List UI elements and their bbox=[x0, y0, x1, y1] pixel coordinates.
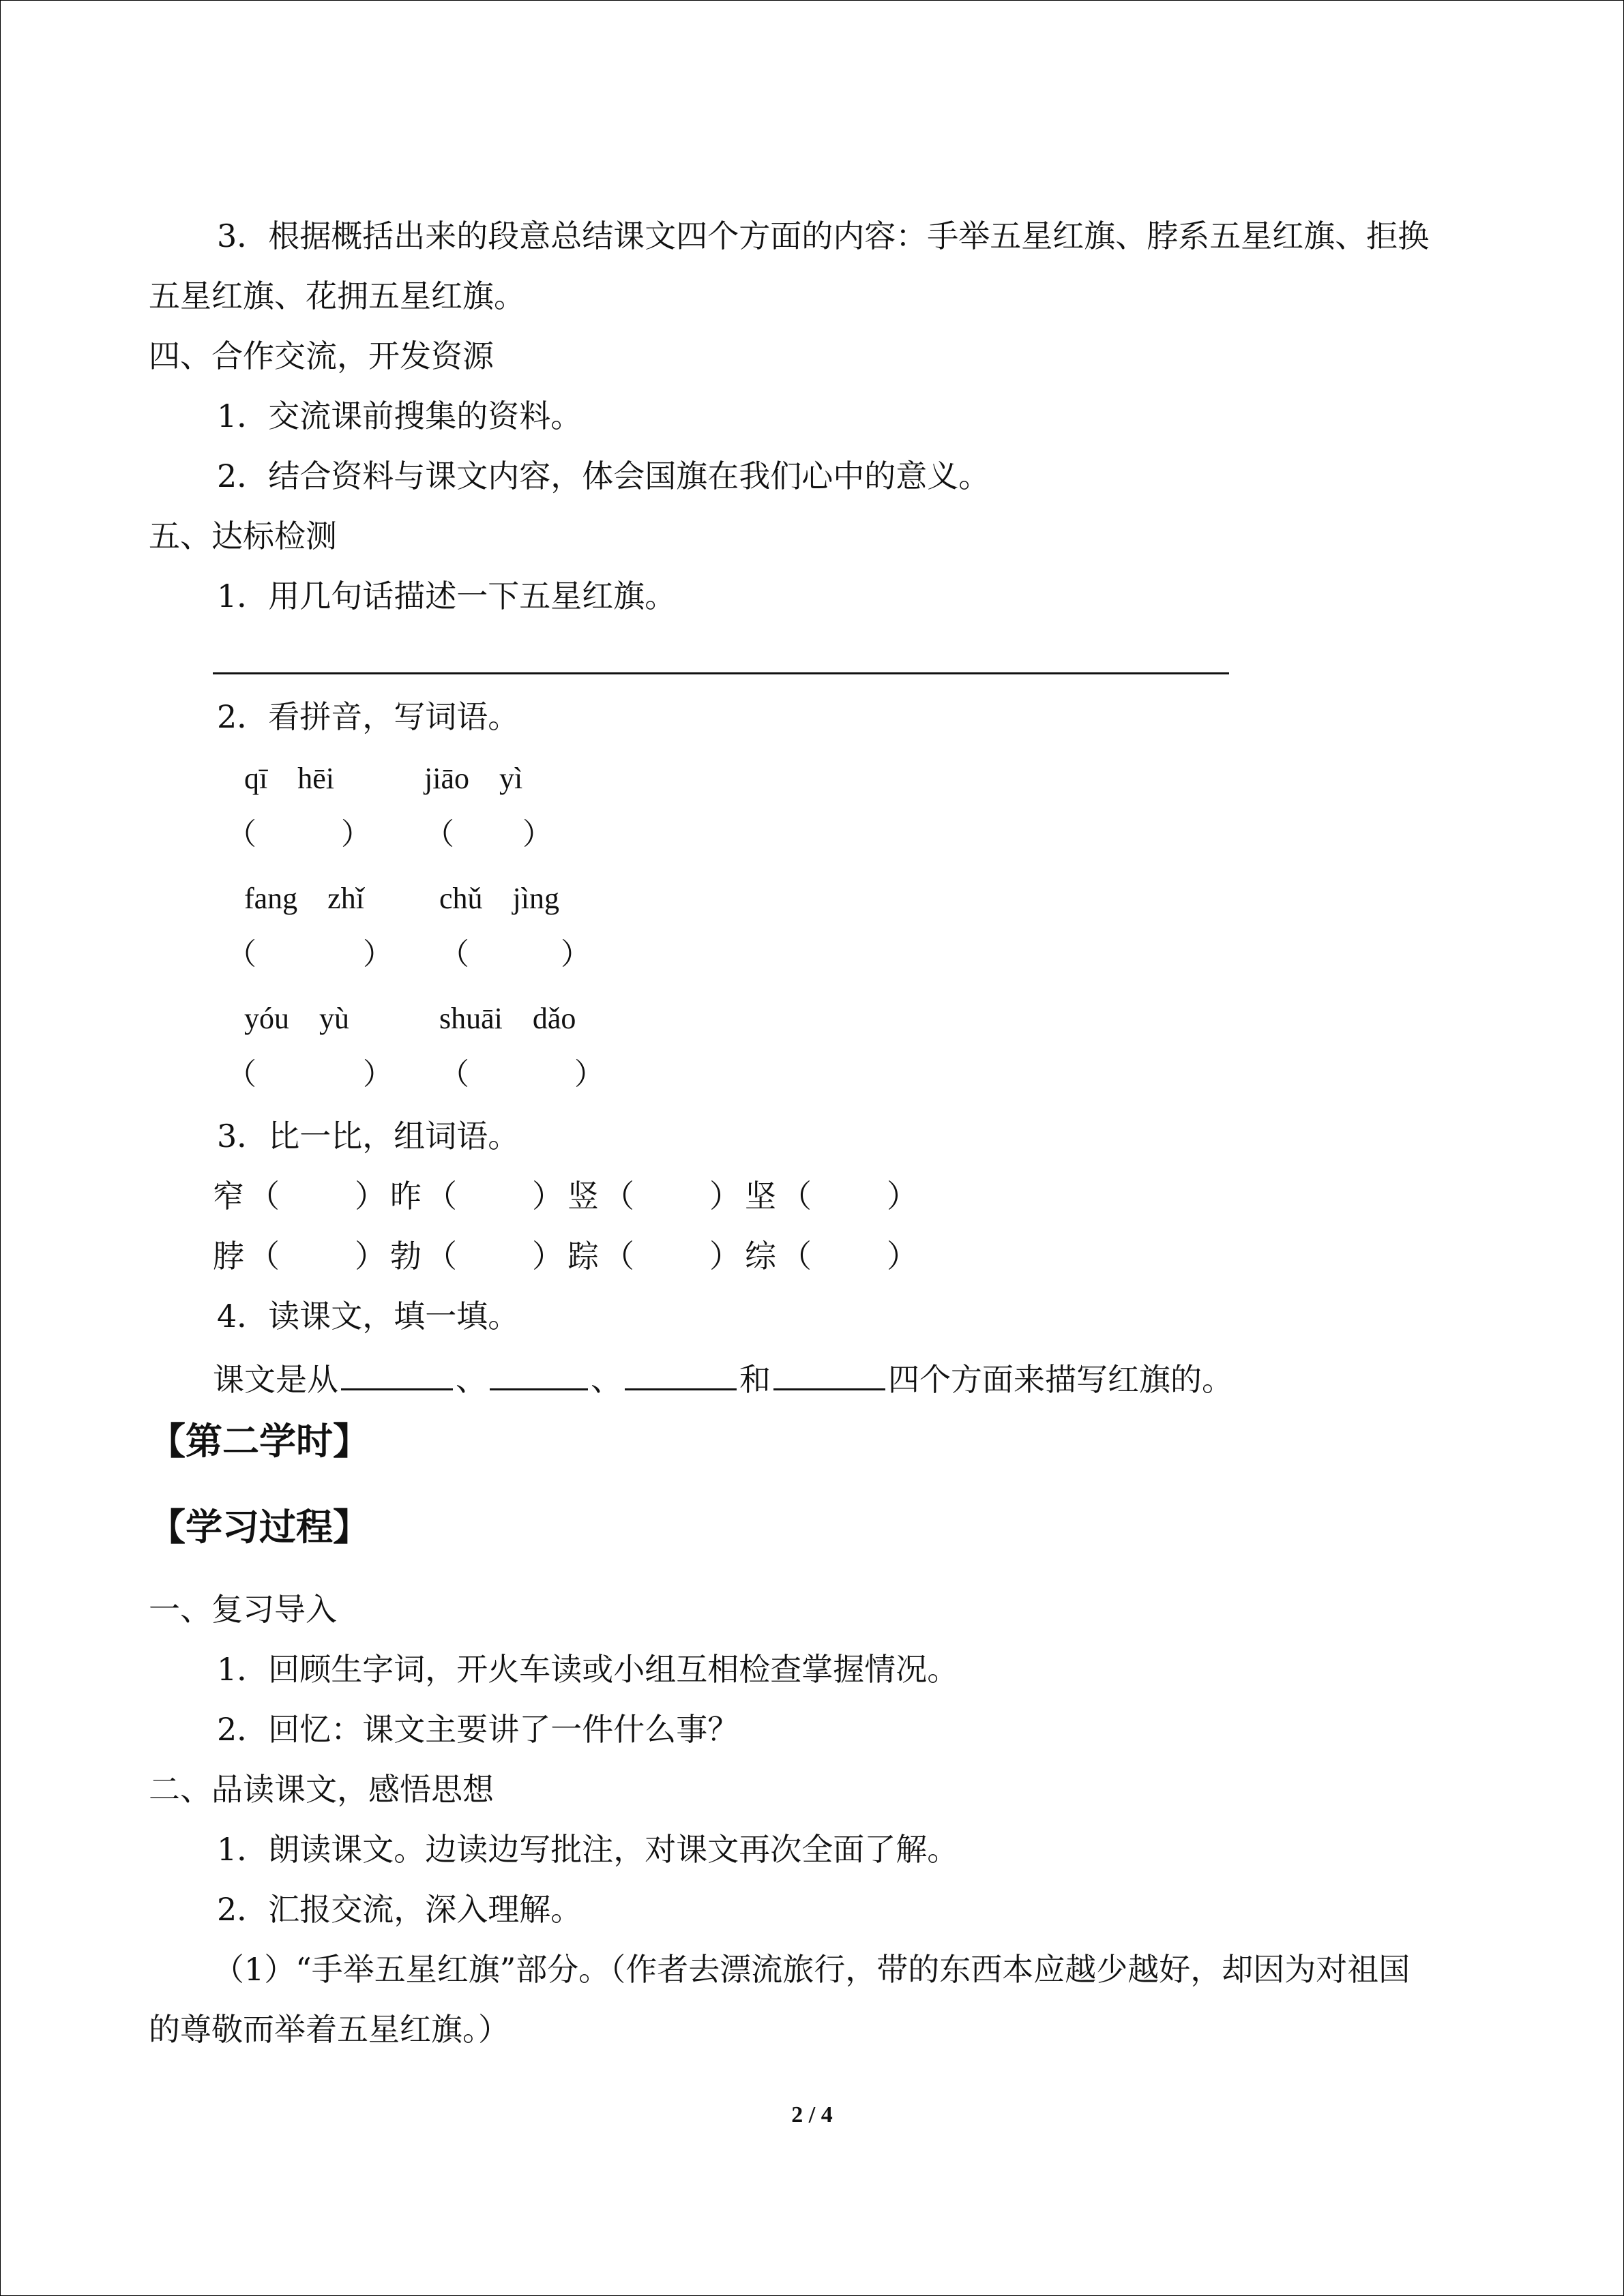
step-3-line-b: 五星红旗、花拥五星红旗。 bbox=[149, 278, 525, 314]
fill-blank-4[interactable] bbox=[773, 1356, 885, 1390]
question-1: 1．用几句话描述一下五星红旗。 bbox=[217, 578, 677, 614]
paren-open: （ bbox=[439, 937, 469, 972]
section-4-heading: 四、合作交流，开发资源 bbox=[149, 338, 494, 374]
pinyin-youyu: yóu yù bbox=[244, 1002, 349, 1035]
part-1-heading: 一、复习导入 bbox=[149, 1591, 337, 1628]
fill-and: 和 bbox=[739, 1361, 771, 1398]
paren-open: （ bbox=[226, 937, 256, 972]
pinyin-jiaoyi: jiāo yì bbox=[424, 762, 523, 795]
answer-line[interactable] bbox=[213, 672, 1229, 674]
fill-separator: 、 bbox=[456, 1361, 487, 1398]
paren-open: （ bbox=[226, 1057, 256, 1092]
paren-close: ） bbox=[341, 817, 371, 852]
part-1-item-1: 1．回顾生字词，开火车读或小组互相检查掌握情况。 bbox=[217, 1651, 959, 1688]
step-3-line-a: 3．根据概括出来的段意总结课文四个方面的内容：手举五星红旗、脖系五星红旗、拒换 bbox=[217, 218, 1430, 254]
fill-blank-2[interactable] bbox=[490, 1356, 588, 1390]
paren-close: ） bbox=[363, 937, 393, 972]
part-2-note-line-a: （1）“手举五星红旗”部分。（作者去漂流旅行，带的东西本应越少越好，却因为对祖国 bbox=[213, 1951, 1411, 1988]
part-2-heading: 二、品读课文，感悟思想 bbox=[149, 1771, 494, 1808]
pinyin-fangzhi: fang zhǐ bbox=[244, 882, 364, 915]
question-2: 2．看拼音，写词语。 bbox=[217, 698, 520, 735]
section-4-item-2: 2．结合资料与课文内容，体会国旗在我们心中的意义。 bbox=[217, 458, 990, 494]
fill-prefix: 课文是从 bbox=[213, 1361, 338, 1398]
fill-suffix: 四个方面来描写红旗的。 bbox=[888, 1361, 1233, 1398]
part-1-item-2: 2．回忆：课文主要讲了一件什么事？ bbox=[217, 1711, 739, 1748]
paren-close: ） bbox=[363, 1057, 393, 1092]
lesson-2-heading: 【第二学时】 bbox=[149, 1419, 370, 1463]
question-3: 3．比一比，组词语。 bbox=[217, 1118, 520, 1154]
fill-blank-3[interactable] bbox=[625, 1356, 737, 1390]
paren-open: （ bbox=[439, 1057, 469, 1092]
pinyin-shuaidao: shuāi dǎo bbox=[439, 1002, 576, 1035]
learning-process-heading: 【学习过程】 bbox=[149, 1505, 370, 1549]
section-4-item-1: 1．交流课前搜集的资料。 bbox=[217, 398, 582, 434]
paren-close: ） bbox=[574, 1057, 604, 1092]
part-2-item-2: 2．汇报交流，深入理解。 bbox=[217, 1891, 582, 1928]
paren-open: （ bbox=[226, 817, 256, 852]
paren-close: ） bbox=[522, 817, 552, 852]
paren-close: ） bbox=[561, 937, 591, 972]
fill-in-sentence bbox=[213, 1356, 1233, 1400]
compare-row-2: 脖（ ）勃（ ）踪（ ）综（ ） bbox=[213, 1238, 922, 1274]
paren-open: （ bbox=[424, 817, 454, 852]
question-4: 4．读课文，填一填。 bbox=[217, 1298, 520, 1335]
pinyin-qihei: qī hēi bbox=[244, 762, 334, 795]
part-2-note-line-b: 的尊敬而举着五星红旗。） bbox=[149, 2011, 510, 2048]
fill-separator: 、 bbox=[591, 1361, 622, 1398]
compare-row-1: 窄（ ）昨（ ）竖（ ）坚（ ） bbox=[213, 1178, 922, 1214]
pinyin-chujing: chǔ jìng bbox=[439, 882, 559, 915]
part-2-item-1: 1．朗读课文。边读边写批注，对课文再次全面了解。 bbox=[217, 1831, 959, 1868]
section-5-heading: 五、达标检测 bbox=[149, 518, 337, 554]
fill-blank-1[interactable] bbox=[341, 1356, 453, 1390]
page-number: 2 / 4 bbox=[791, 2102, 833, 2128]
